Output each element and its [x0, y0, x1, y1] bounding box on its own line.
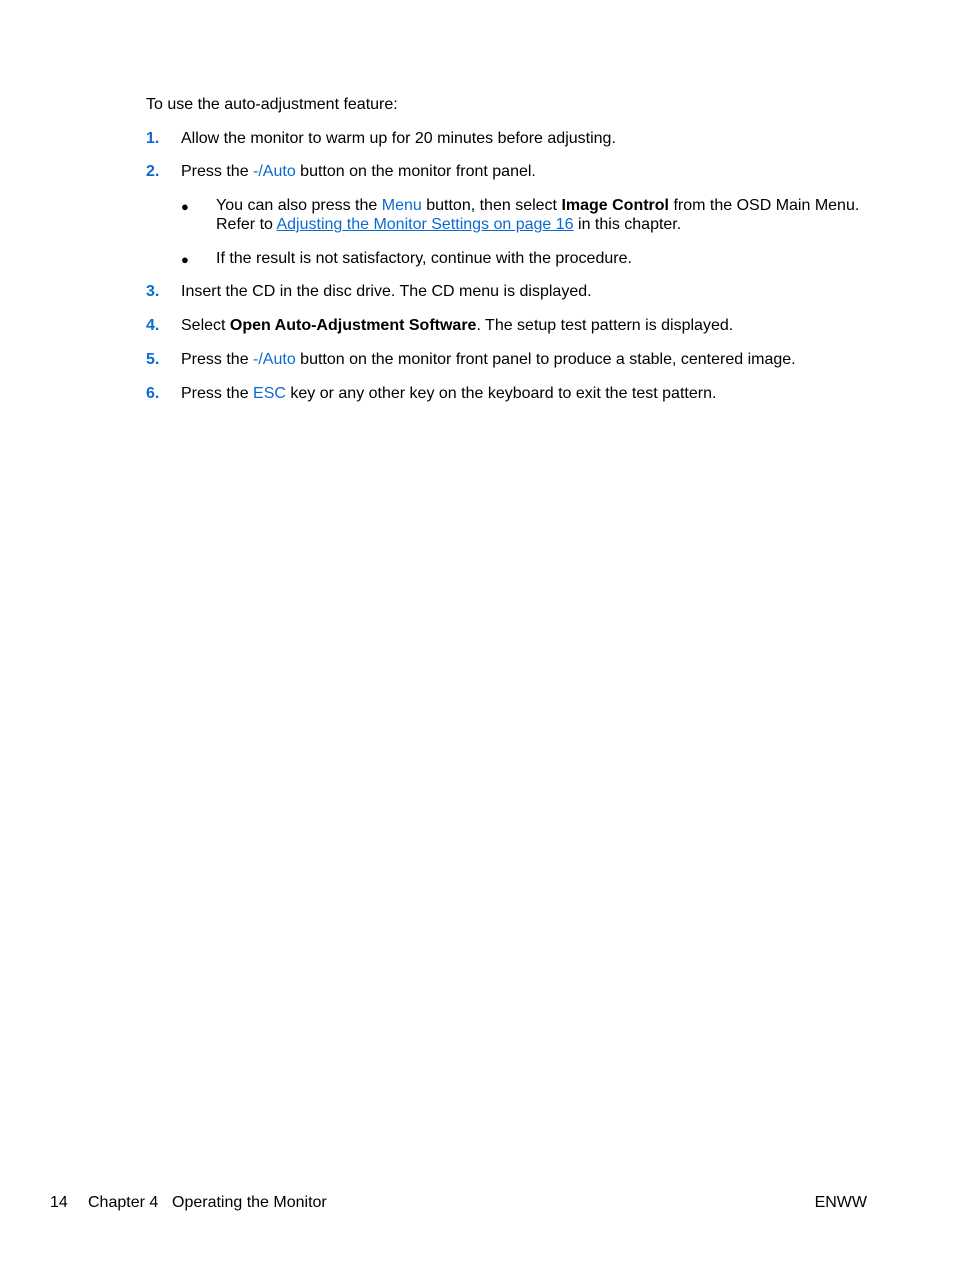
- intro-text: To use the auto-adjustment feature:: [146, 96, 398, 113]
- step-text-pre: Press the: [181, 385, 254, 402]
- menu-button-reference: Menu: [381, 197, 422, 214]
- step-text: Insert the CD in the disc drive. The CD menu is displayed.: [181, 283, 592, 300]
- step-number: 4.: [146, 317, 160, 334]
- step-text: [181, 162, 536, 182]
- bullet-text-pre: You can also press the: [216, 197, 382, 214]
- step-text-post: button on the monitor front panel to produce a stable, centered image.: [295, 351, 796, 368]
- bullet-text-post: from the OSD Main Menu.: [669, 197, 860, 214]
- step-number: 6.: [146, 385, 160, 402]
- page-number: 14: [50, 1194, 68, 1211]
- bullet-icon: ●: [181, 199, 189, 214]
- step-text-post: button on the monitor front panel.: [295, 163, 536, 180]
- step-text-pre: Press the: [181, 163, 254, 180]
- auto-button-reference: -/Auto: [253, 163, 296, 180]
- chapter-label: Chapter 4: [88, 1194, 159, 1211]
- auto-button-reference: -/Auto: [253, 351, 296, 368]
- image-control-label: Image Control: [561, 197, 669, 214]
- step-text: Allow the monitor to warm up for 20 minutes before adjusting.: [181, 130, 616, 147]
- step-text-pre: Select: [181, 317, 230, 334]
- step-text-post: key or any other key on the keyboard to exit the test pattern.: [285, 385, 717, 402]
- bullet-text: [216, 196, 859, 216]
- step-number: 5.: [146, 351, 160, 368]
- in-this-chapter-text: in this chapter.: [573, 216, 682, 233]
- step-text: [181, 350, 796, 370]
- step-text-post: . The setup test pattern is displayed.: [476, 317, 734, 334]
- step-text-pre: Press the: [181, 351, 254, 368]
- footer-locale: ENWW: [814, 1194, 867, 1211]
- esc-key-reference: ESC: [253, 385, 286, 402]
- bullet-icon: ●: [181, 252, 189, 267]
- bullet-text: If the result is not satisfactory, continue with the procedure.: [216, 250, 632, 267]
- step-number: 2.: [146, 163, 160, 180]
- step-text: [181, 316, 733, 336]
- step-text: [181, 384, 716, 404]
- chapter-title: Operating the Monitor: [172, 1194, 327, 1211]
- step-number: 3.: [146, 283, 160, 300]
- software-name: Open Auto-Adjustment Software: [229, 317, 477, 334]
- bullet-text-line2: [216, 215, 681, 235]
- bullet-text-mid: button, then select: [421, 197, 562, 214]
- step-number: 1.: [146, 130, 160, 147]
- adjusting-settings-link[interactable]: Adjusting the Monitor Settings on page 16: [276, 216, 574, 233]
- refer-to-text: Refer to: [216, 216, 277, 233]
